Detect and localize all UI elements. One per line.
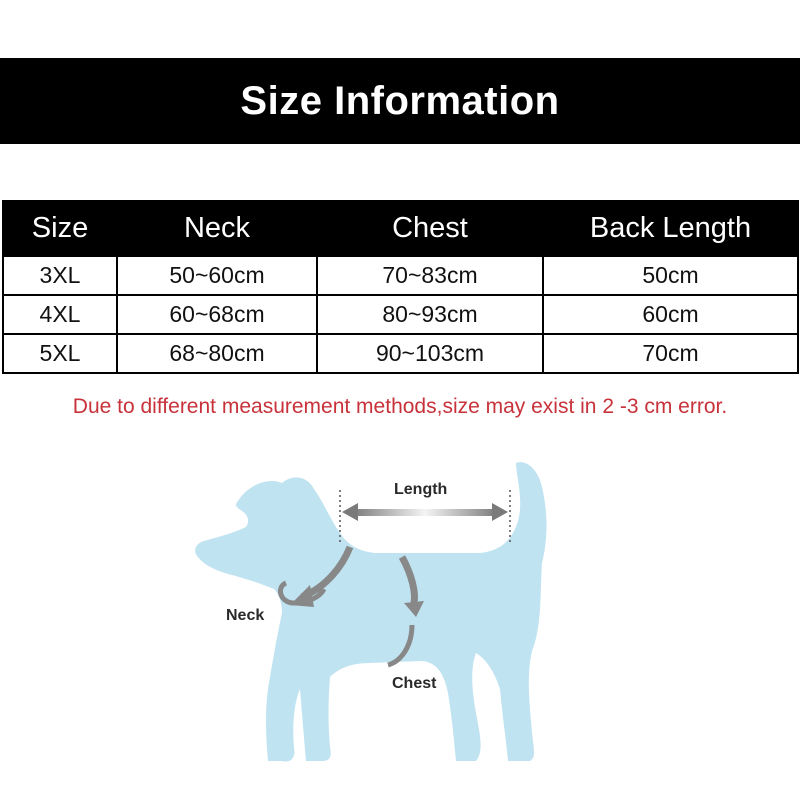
table-row (3, 295, 798, 334)
cell-size: 4XL (3, 295, 117, 334)
header-size: Size (3, 201, 117, 256)
cell-neck: 60~68cm (117, 295, 317, 334)
arrow-left-head (342, 503, 358, 521)
table-header-row (3, 201, 798, 256)
cell-back-length: 70cm (543, 334, 798, 373)
arrow-right-head (492, 503, 508, 521)
cell-size: 5XL (3, 334, 117, 373)
header-chest: Chest (317, 201, 543, 256)
chest-label: Chest (392, 675, 437, 692)
cell-neck: 50~60cm (117, 256, 317, 295)
cell-back-length: 50cm (543, 256, 798, 295)
neck-label: Neck (226, 607, 265, 624)
cell-chest: 80~93cm (317, 295, 543, 334)
measurement-note: Due to different measurement methods,size may exist in 2 -3 cm error. (72, 395, 728, 418)
dog-measurement-diagram (190, 455, 590, 775)
header-neck: Neck (117, 201, 317, 256)
page-title: Size Information (240, 78, 560, 123)
cell-back-length: 60cm (543, 295, 798, 334)
cell-chest: 90~103cm (317, 334, 543, 373)
table-row (3, 256, 798, 295)
length-arrow (352, 509, 498, 516)
table-row (3, 334, 798, 373)
cell-neck: 68~80cm (117, 334, 317, 373)
title-bar (0, 58, 800, 144)
header-back-length: Back Length (543, 201, 798, 256)
cell-chest: 70~83cm (317, 256, 543, 295)
size-table (2, 200, 799, 374)
cell-size: 3XL (3, 256, 117, 295)
length-label: Length (394, 481, 448, 498)
